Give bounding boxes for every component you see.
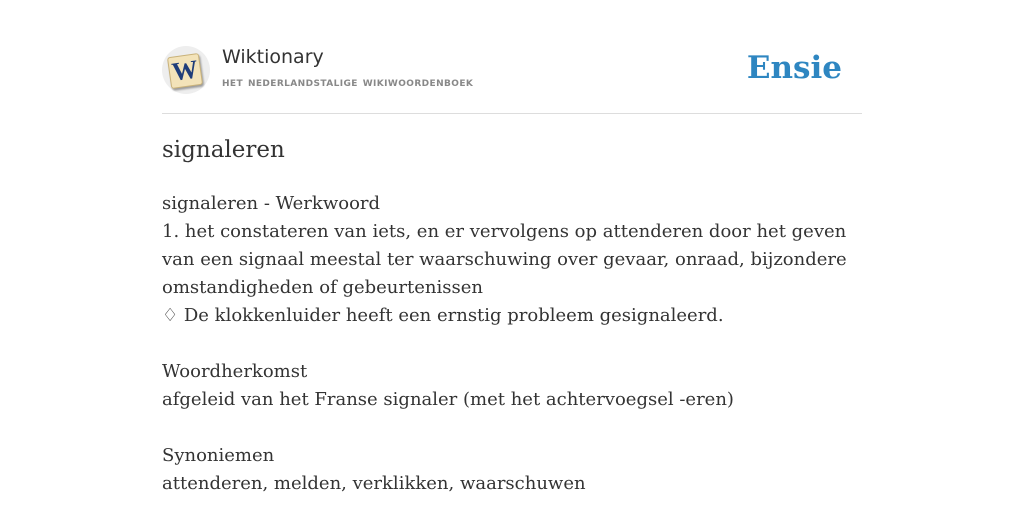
- w-tile-icon: W: [167, 53, 203, 89]
- example-sentence: ♢ De klokkenluider heeft een ernstig probleem gesignaleerd.: [162, 305, 724, 326]
- spacer: [162, 330, 862, 358]
- etymology-text: afgeleid van het Franse signaler (met het achtervoegsel -eren): [162, 389, 734, 410]
- etymology-heading: Woordherkomst: [162, 361, 308, 382]
- part-of-speech-line: signaleren - Werkwoord: [162, 193, 381, 214]
- spacer: [162, 414, 862, 442]
- page-container: [162, 0, 862, 494]
- synonyms-heading: Synoniemen: [162, 445, 275, 466]
- wiktionary-logo[interactable]: [162, 46, 210, 94]
- definition: 1. het constateren van iets, en er vervolgens op attenderen door het geven van een signaal meestal ter waarschuwing over gevaar, onraad, bijzondere omstandigheden of gebeurtenissen: [162, 221, 847, 298]
- site-subtitle: het nederlandstalige wikiwoordenboek: [222, 75, 474, 90]
- synonyms-text: attenderen, melden, verklikken, waarschuwen: [162, 473, 586, 494]
- entry-content: [162, 190, 862, 498]
- site-title[interactable]: Wiktionary: [222, 46, 324, 68]
- entry-title: signaleren: [162, 137, 285, 163]
- site-header: [162, 0, 862, 114]
- ensie-brand-link[interactable]: Ensie: [746, 50, 842, 86]
